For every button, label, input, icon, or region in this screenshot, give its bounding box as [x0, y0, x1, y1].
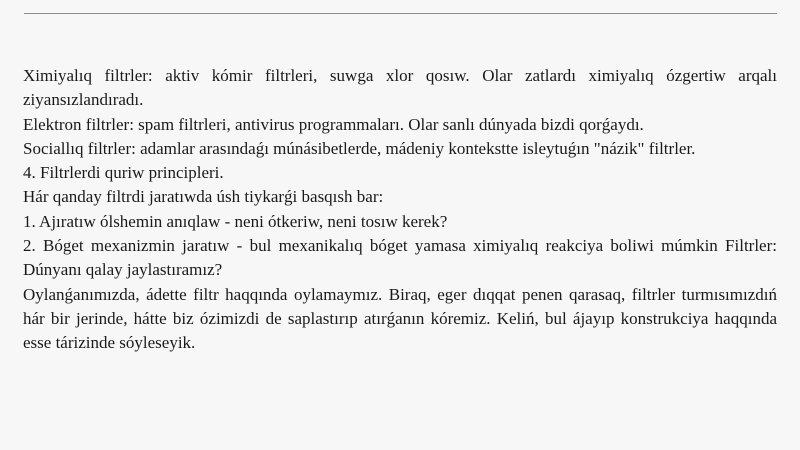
list-item-stage-1: 1. Ajıratıw ólshemin anıqlaw - neni ótkeriw, neni tosıw kerek?	[23, 211, 448, 231]
paragraph-chemical-filters: Ximiyalıq filtrler: aktiv kómir filtrleri, suwga xlor qosıw. Olar zatlardı ximiyalıq ózgertiw arqalı ziyansızlandıradı.	[23, 66, 777, 110]
paragraph-social-filters: Sociallıq filtrler: adamlar arasındaǵı múnásibetlerde, mádeniy kontekstte isleytuǵın "názik" filtrler.	[23, 138, 696, 158]
document-body	[23, 64, 777, 356]
top-divider	[24, 13, 777, 14]
paragraph-stages-intro: Hár qanday filtrdi jaratıwda úsh tiykarǵi basqısh bar:	[23, 187, 384, 207]
section-heading-principles: 4. Filtrlerdi quriw principleri.	[23, 163, 224, 183]
paragraph-electronic-filters: Elektron filtrler: spam filtrleri, antivirus programmaları. Olar sanlı dúnyada bizdi qorǵaydı.	[23, 114, 644, 134]
list-item-stage-2: 2. Bóget mexanizmin jaratıw - bul mexanikalıq bóget yamasa ximiyalıq reakciya boliwi múmkin Filtrler: Dúnyanı qalay jaylastıramız?	[23, 236, 777, 280]
paragraph-essay-intro: Oylanǵanımızda, ádette filtr haqqında oylamaymız. Biraq, eger dıqqat penen qarasaq, filtrler turmısımızdıń hár bir jerinde, hátte biz ózimizdi de saplastırıp atırǵanın kóremiz. Keliń, bul ájayıp konstrukciya haqqında esse tárizinde sóyleseyik.	[23, 284, 777, 353]
